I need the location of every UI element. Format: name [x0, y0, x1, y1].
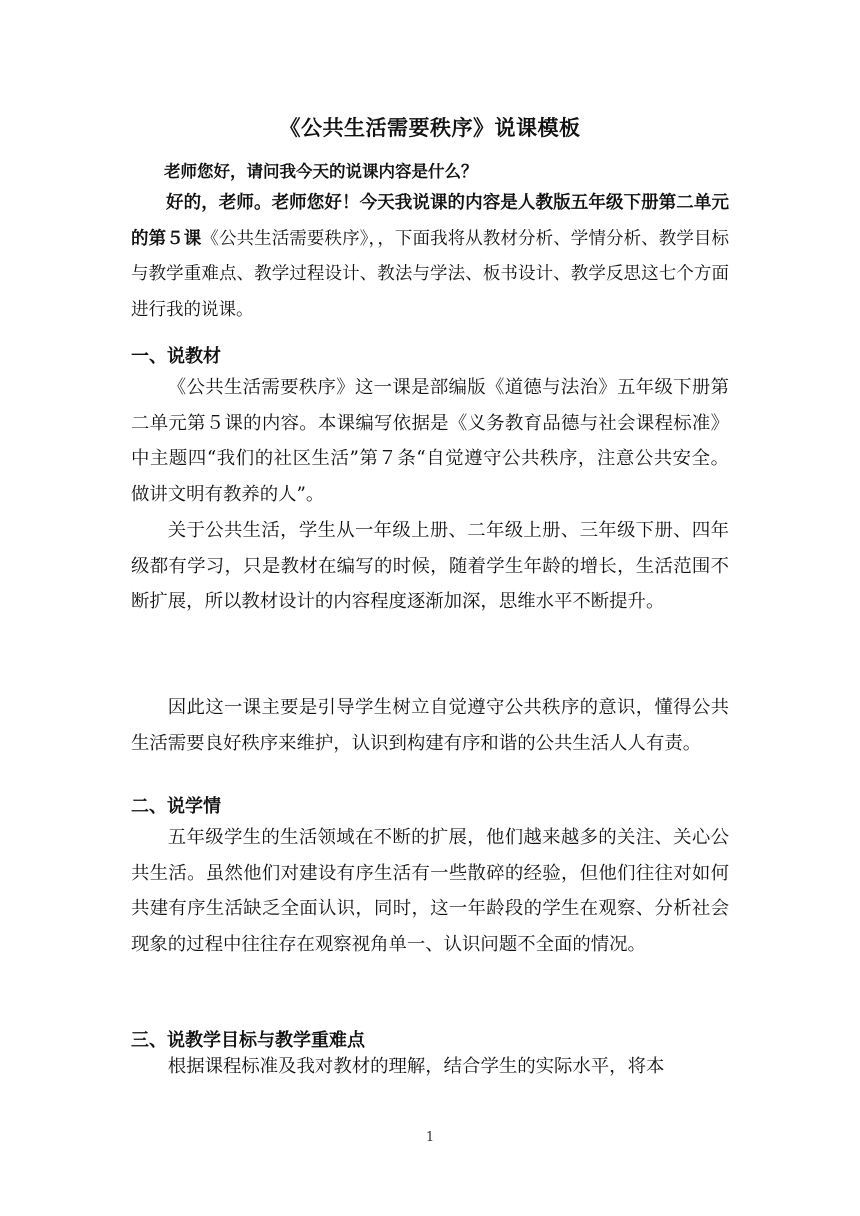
intro-rest-text: 《公共生活需要秩序》，，下面我将从教材分析、学情分析、教学目标与教学重难点、教学过程设计、教法与学法、板书设计、教学反思这七个方面进行我的说课。 [131, 228, 730, 320]
textbook-paragraph-3: 因此这一课主要是引导学生树立自觉遵守公共秩序的意识，懂得公共生活需要良好秩序来维护，认识到构建有序和谐的公共生活人人有责。 [131, 697, 729, 754]
page-number: 1 [425, 1130, 435, 1145]
objectives-paragraph: 根据课程标准及我对教材的理解，结合学生的实际水平，将本 [167, 1056, 665, 1077]
document-title: 《公共生活需要秩序》说课模板 [279, 116, 581, 140]
textbook-paragraph-1: 《公共生活需要秩序》这一课是部编版《道德与法治》五年级下册第二单元第５课的内容。本课编写依据是《义务教育品德与社会课程标准》中主题四“我们的社区生活”第７条“自觉遵守公共秩序，注意公共安全。做讲文明有教养的人”。 [131, 377, 729, 505]
textbook-paragraph-2: 关于公共生活，学生从一年级上册、二年级上册、三年级下册、四年级都有学习，只是教材在编写的时候，随着学生年龄的增长，生活范围不断扩展，所以教材设计的内容程度逐渐加深，思维水平不断提升。 [131, 520, 729, 613]
question-line: 老师您好，请问我今天的说课内容是什么？ [164, 162, 478, 181]
section-heading-objectives: 三、说教学目标与教学重难点 [131, 1030, 365, 1051]
section-heading-learners: 二、说学情 [131, 796, 221, 817]
intro-paragraph [131, 186, 729, 328]
intro-bold-text: 好的，老师。老师您好！今天我说课的内容是人教版五年级下册第二单元的第５课 [131, 193, 729, 249]
learners-paragraph: 五年级学生的生活领域在不断的扩展，他们越来越多的关注、关心公共生活。虽然他们对建设有序生活有一些散碎的经验，但他们往往对如何共建有序生活缺乏全面认识，同时，这一年龄段的学生在观察、分析社会现象的过程中往往存在观察视角单一、认识问题不全面的情况。 [131, 827, 729, 955]
section-heading-textbook: 一、说教材 [131, 346, 221, 367]
